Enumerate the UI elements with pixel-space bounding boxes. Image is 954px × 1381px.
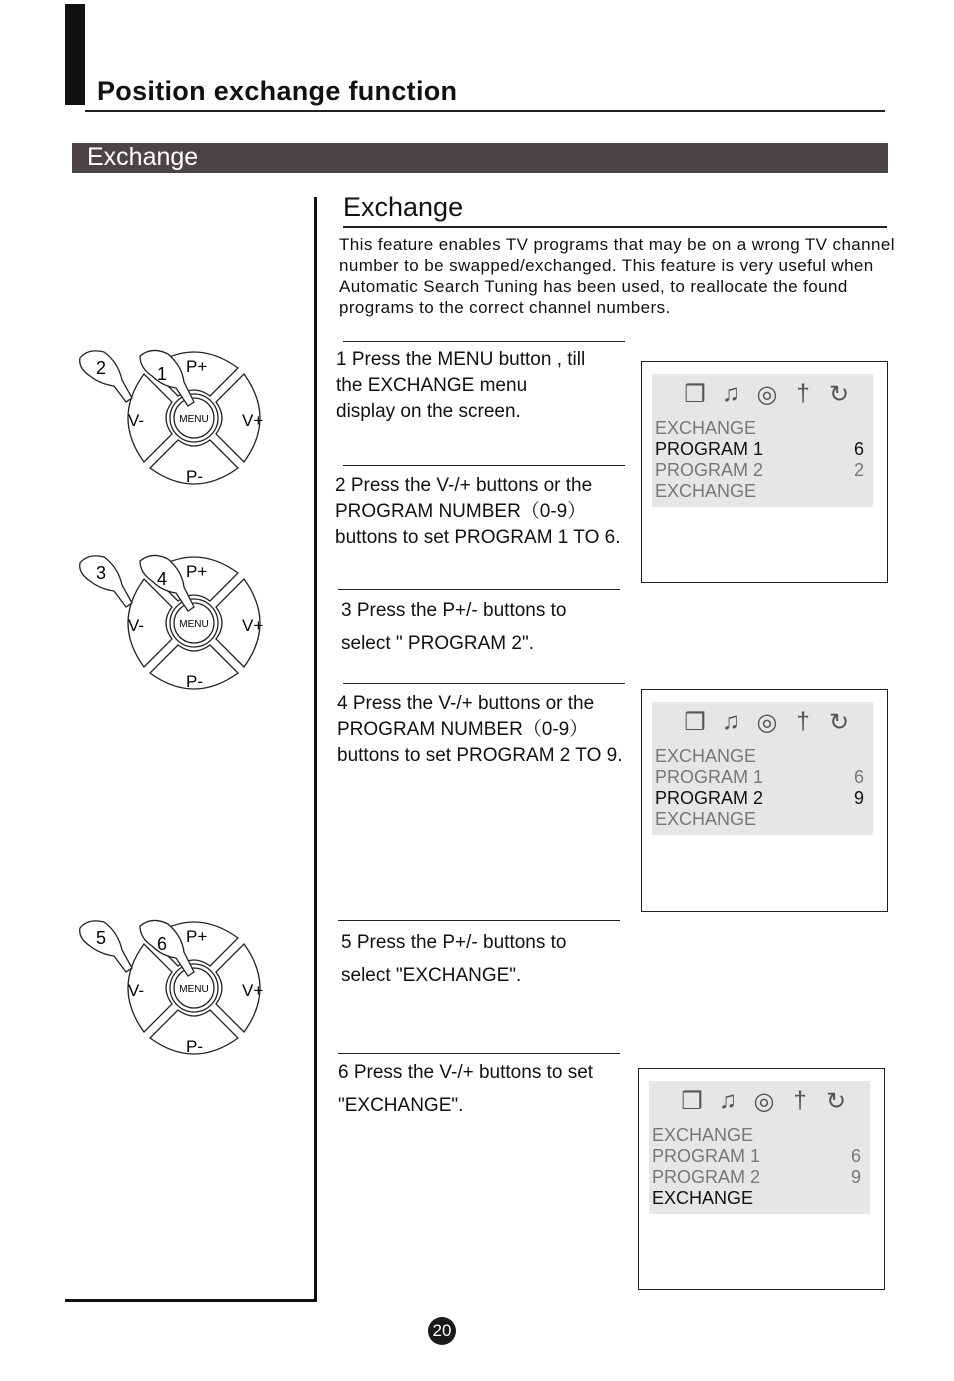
exchange-icon: ↻ [825, 1088, 847, 1115]
remote-svg [70, 545, 280, 715]
hand-number-b: 4 [157, 569, 168, 589]
v-minus-label: V- [128, 411, 145, 430]
step-rule [338, 589, 620, 590]
antenna-icon: † [796, 380, 810, 407]
step-rule [338, 1053, 620, 1054]
menu-row-value: 6 [850, 1146, 861, 1166]
content-heading: Exchange [343, 192, 464, 222]
v-minus-label: V- [128, 616, 145, 635]
remote-svg [70, 340, 280, 510]
menu-row-label: PROGRAM 1 [655, 767, 764, 787]
p-minus-label: P- [186, 672, 203, 691]
menu-icon-bar [684, 708, 850, 737]
step-3: 3 Press the P+/- buttons to select " PROGRAM 2". [341, 600, 567, 654]
sound-icon: ♫ [722, 380, 740, 407]
step-rule [343, 465, 625, 466]
picture-icon: ❒ [681, 1088, 703, 1115]
menu-row-label: PROGRAM 2 [655, 460, 764, 480]
step-4: 4 Press the V-/+ buttons or the PROGRAM NUMBER（0-9） buttons to set PROGRAM 2 TO 9. [337, 693, 623, 766]
p-minus-label: P- [186, 467, 203, 486]
step-rule [343, 683, 625, 684]
picture-icon: ❒ [684, 709, 706, 736]
menu-row-value: 2 [853, 460, 864, 480]
v-minus-label: V- [128, 981, 145, 1000]
menu-row-value: 6 [853, 767, 864, 787]
step-1: 1 Press the MENU button , till the EXCHANGE menu display on the screen. [336, 349, 586, 422]
globe-icon: ◎ [756, 709, 778, 736]
menu-icon-bar [681, 1087, 847, 1116]
hand-number-b: 1 [157, 364, 168, 384]
remote-diagram-3 [70, 910, 280, 1085]
menu-row-label: EXCHANGE [655, 809, 757, 829]
menu-row-value: 9 [853, 788, 864, 808]
menu-row-label: PROGRAM 1 [655, 439, 764, 459]
hand-number-a: 5 [96, 928, 107, 948]
menu-label: MENU [179, 984, 209, 995]
step-rule [343, 341, 625, 342]
menu-row-label: EXCHANGE [655, 418, 757, 438]
title-rule [85, 110, 885, 112]
sound-icon: ♫ [719, 1087, 737, 1114]
menu-row-label: PROGRAM 2 [652, 1167, 761, 1187]
page-title: Position exchange function [97, 76, 458, 106]
tv-screen-3 [638, 1068, 885, 1290]
exchange-icon: ↻ [828, 381, 850, 408]
antenna-icon: † [796, 708, 810, 735]
globe-icon: ◎ [753, 1088, 775, 1115]
tv-screen-2 [641, 689, 888, 912]
step-6: 6 Press the V-/+ buttons to set "EXCHANGE". [338, 1062, 594, 1116]
menu-row-label: EXCHANGE [655, 746, 757, 766]
hand-number-a: 3 [96, 563, 107, 583]
globe-icon: ◎ [756, 381, 778, 408]
menu-row-value: 6 [853, 439, 864, 459]
step-5: 5 Press the P+/- buttons to select "EXCHANGE". [341, 932, 567, 986]
menu-row-label: PROGRAM 1 [652, 1146, 761, 1166]
remote-diagram-1 [70, 340, 280, 515]
step-rule [338, 920, 620, 921]
v-plus-label: V+ [242, 616, 264, 635]
intro-paragraph: This feature enables TV programs that may be on a wrong TV channel number to be swapped/exchanged. This feature is very useful when Automatic Search Tuning has been used, to reallocate the found programs to the correct channel numbers. [339, 235, 895, 317]
header-side-bar [65, 4, 85, 105]
step-2: 2 Press the V-/+ buttons or the PROGRAM NUMBER（0-9） buttons to set PROGRAM 1 TO 6. [335, 475, 621, 548]
menu-panel [649, 1081, 870, 1214]
menu-panel [652, 374, 873, 507]
hand-number-b: 6 [157, 934, 168, 954]
menu-label: MENU [179, 414, 209, 425]
v-plus-label: V+ [242, 411, 264, 430]
exchange-icon: ↻ [828, 709, 850, 736]
menu-row-label: EXCHANGE [655, 481, 757, 501]
hand-number-a: 2 [96, 358, 107, 378]
p-plus-label: P+ [186, 562, 208, 581]
section-label: Exchange [87, 143, 199, 171]
menu-icon-bar [684, 380, 850, 409]
p-plus-label: P+ [186, 357, 208, 376]
menu-row-label: EXCHANGE [652, 1188, 754, 1208]
menu-row-value: 9 [850, 1167, 861, 1187]
remote-svg [70, 910, 280, 1080]
antenna-icon: † [793, 1087, 807, 1114]
p-minus-label: P- [186, 1037, 203, 1056]
menu-panel [652, 702, 873, 835]
sound-icon: ♫ [722, 708, 740, 735]
picture-icon: ❒ [684, 381, 706, 408]
column-divider [314, 197, 317, 1302]
remote-diagram-2 [70, 545, 280, 720]
page-number: 20 [428, 1317, 456, 1345]
menu-row-label: EXCHANGE [652, 1125, 754, 1145]
heading-rule [343, 226, 887, 228]
v-plus-label: V+ [242, 981, 264, 1000]
p-plus-label: P+ [186, 927, 208, 946]
tv-screen-1 [641, 361, 888, 583]
menu-label: MENU [179, 619, 209, 630]
bottom-rule [65, 1299, 317, 1302]
menu-row-label: PROGRAM 2 [655, 788, 764, 808]
